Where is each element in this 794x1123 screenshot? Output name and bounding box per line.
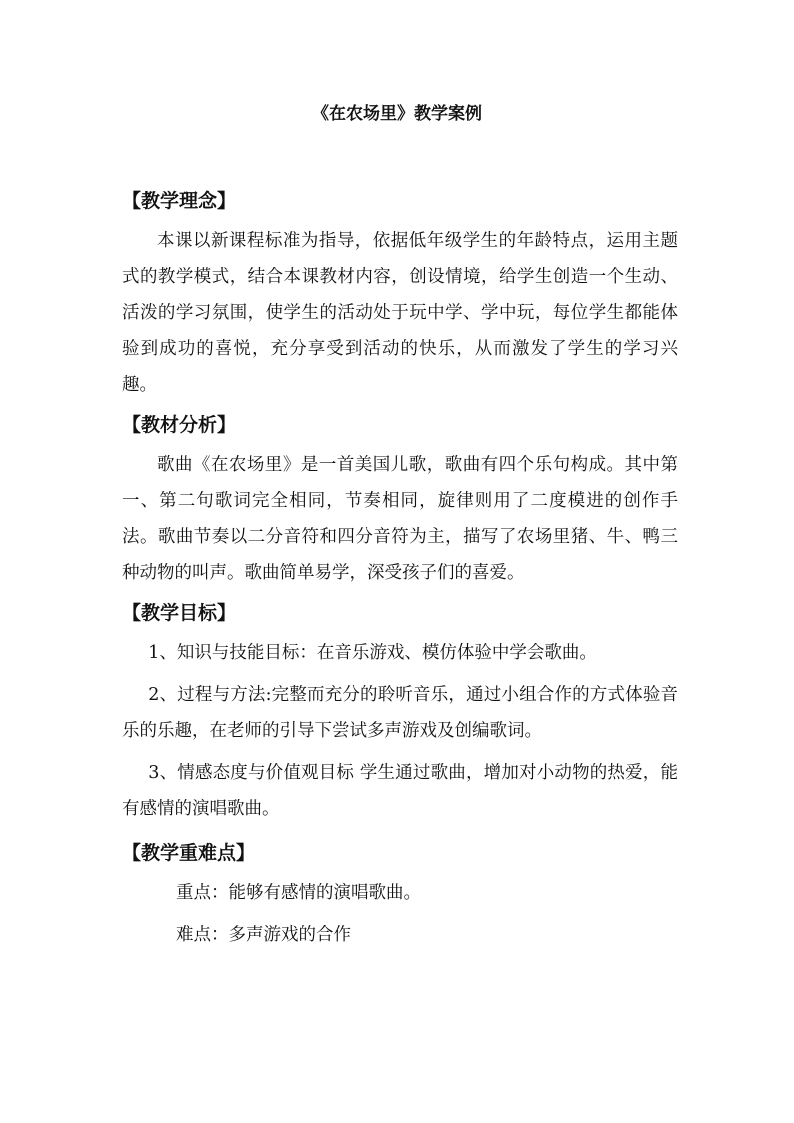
section-teaching-philosophy xyxy=(122,185,678,403)
section-heading: 【教学重难点】 xyxy=(122,842,256,864)
section-teaching-objectives xyxy=(122,597,678,827)
section-key-difficulties xyxy=(122,837,678,953)
difficult-point: 难点：多声游戏的合作 xyxy=(176,925,351,945)
objective-item: 2、过程与方法:完整而充分的聆听音乐，通过小组合作的方式体验音乐的乐趣，在老师的引导下尝试多声游戏及创编歌词。 xyxy=(122,685,678,741)
section-heading: 【教学目标】 xyxy=(122,602,237,624)
section-heading: 【教学理念】 xyxy=(122,190,237,212)
section-heading: 【教材分析】 xyxy=(122,414,237,436)
objective-item: 3、情感态度与价值观目标 学生通过歌曲，增加对小动物的热爱，能有感情的演唱歌曲。 xyxy=(122,763,678,819)
key-point: 重点：能够有感情的演唱歌曲。 xyxy=(176,883,421,903)
document-body xyxy=(122,185,678,953)
section-paragraph: 歌曲《在农场里》是一首美国儿歌，歌曲有四个乐句构成。其中第一、第二句歌词完全相同，节奏相同，旋律则用了二度模进的创作手法。歌曲节奏以二分音符和四分音符为主，描写了农场里猪、牛、鸭三种动物的叫声。歌曲简单易学，深受孩子们的喜爱。 xyxy=(122,455,678,583)
document-title: 《在农场里》教学案例 xyxy=(312,104,482,124)
section-paragraph: 本课以新课程标准为指导，依据低年级学生的年龄特点，运用主题式的教学模式，结合本课教材内容，创设情境，给学生创造一个生动、活泼的学习氛围，使学生的活动处于玩中学、学中玩，每位学生都能体验到成功的喜悦，充分享受到活动的快乐，从而激发了学生的学习兴趣。 xyxy=(122,231,678,395)
section-material-analysis xyxy=(122,409,678,591)
objective-item: 1、知识与技能目标：在音乐游戏、模仿体验中学会歌曲。 xyxy=(148,643,597,663)
